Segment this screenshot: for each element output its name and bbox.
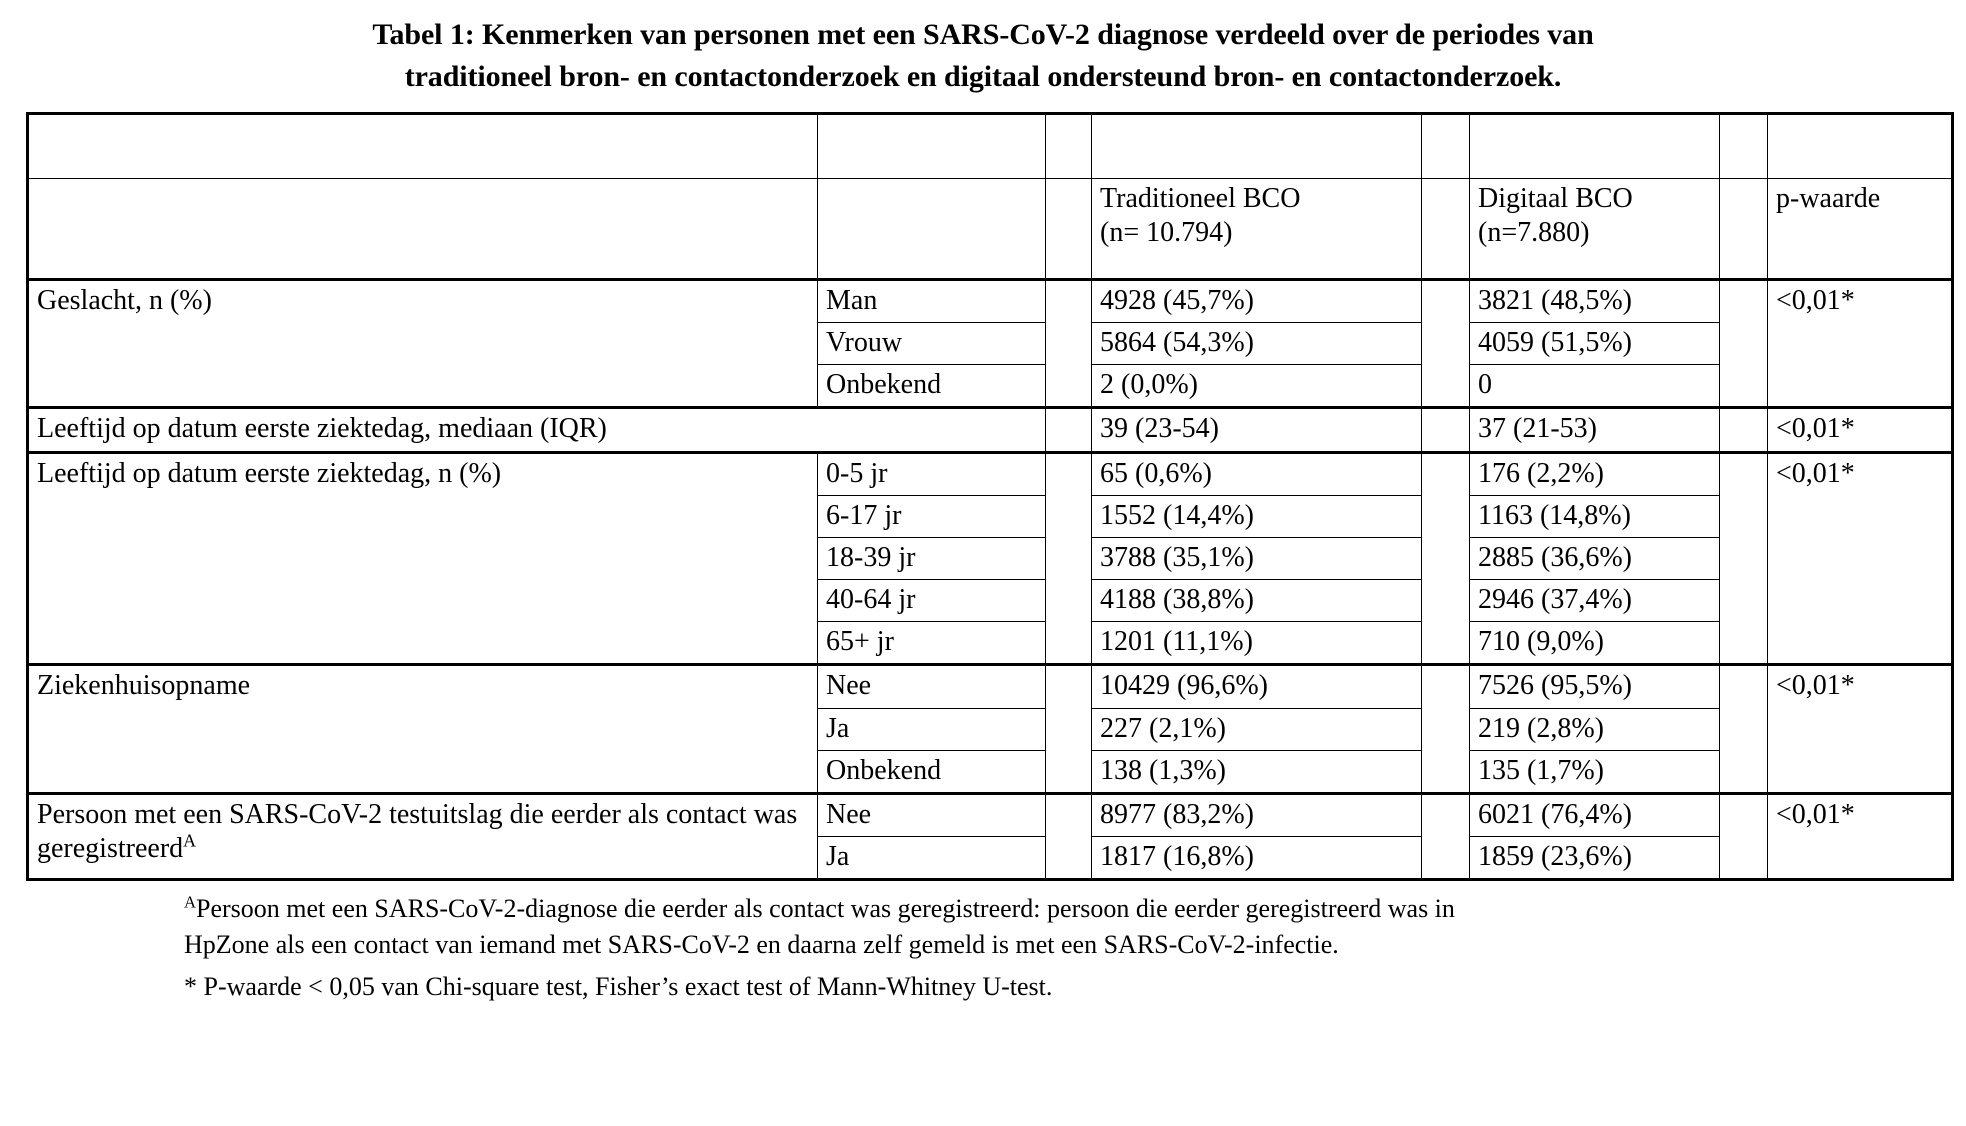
header-gap-b [1422,179,1470,280]
row-digital-nee-ziekenhuis: 7526 (95,5%) [1470,665,1720,708]
row-digital-age-18-39: 2885 (36,6%) [1470,537,1720,579]
row-traditional-age-65plus: 1201 (11,1%) [1092,622,1422,665]
footnote-a-line-2: HpZone als een contact van iemand met SARS-CoV-2 en daarna zelf gemeld is met een SARS-CoV-2-infectie. [184,930,1339,960]
row-traditional-leeftijd-mediaan: 39 (23-54) [1092,408,1422,452]
header-digital-cell [1470,179,1720,280]
row-traditional-onbekend-geslacht: 2 (0,0%) [1092,365,1422,408]
row-gap-c [1720,408,1768,452]
row-gap-c [1720,793,1768,879]
row-gap-b [1422,793,1470,879]
row-gap-a [1046,452,1092,665]
row-gap-a [1046,280,1092,408]
row-digital-leeftijd-mediaan: 37 (21-53) [1470,408,1720,452]
table-row [28,280,1953,323]
row-sub-onbekend-ziekenhuis: Onbekend [818,750,1046,793]
table-row [28,793,1953,836]
spacer-cell-digital [1470,114,1720,179]
table-caption [158,14,1808,98]
row-sub-man: Man [818,280,1046,323]
row-sub-vrouw: Vrouw [818,323,1046,365]
table-row [28,408,1953,452]
row-gap-b [1422,408,1470,452]
header-digital-title: Digitaal BCO [1478,183,1633,214]
row-sub-onbekend-geslacht: Onbekend [818,365,1046,408]
caption-line-2: traditioneel bron- en contactonderzoek en digitaal ondersteund bron- en contactonderzoek. [404,60,1562,93]
header-gap-c [1720,179,1768,280]
row-gap-c [1720,452,1768,665]
footnote-marker-a-inline: A [183,830,197,851]
row-traditional-age-0-5: 65 (0,6%) [1092,452,1422,495]
row-sub-ja-contact: Ja [818,837,1046,880]
spacer-cell-gap-a [1046,114,1092,179]
spacer-cell-sub [818,114,1046,179]
header-digital-n: (n=7.880) [1478,217,1590,249]
row-digital-onbekend-ziekenhuis: 135 (1,7%) [1470,750,1720,793]
row-gap-b [1422,280,1470,408]
row-label-eerder-contact-text: Persoon met een SARS-CoV-2 testuitslag die eerder als contact was geregistreerd [37,798,798,865]
row-pvalue-leeftijd-mediaan: <0,01* [1768,408,1953,452]
row-label-ziekenhuisopname: Ziekenhuisopname [28,665,818,793]
row-sub-age-18-39: 18-39 jr [818,537,1046,579]
table-header-row [28,179,1953,280]
row-sub-age-40-64: 40-64 jr [818,580,1046,622]
row-label-eerder-contact [28,793,818,879]
row-pvalue-geslacht: <0,01* [1768,280,1953,408]
row-gap-c [1720,280,1768,408]
row-label-leeftijd-n: Leeftijd op datum eerste ziektedag, n (%) [28,452,818,665]
row-digital-nee-contact: 6021 (76,4%) [1470,793,1720,836]
row-sub-age-0-5: 0-5 jr [818,452,1046,495]
row-digital-ja-ziekenhuis: 219 (2,8%) [1470,708,1720,750]
row-digital-age-65plus: 710 (9,0%) [1470,622,1720,665]
table-top-spacer-row [28,114,1953,179]
row-traditional-onbekend-ziekenhuis: 138 (1,3%) [1092,750,1422,793]
row-traditional-age-18-39: 3788 (35,1%) [1092,537,1422,579]
row-traditional-man: 4928 (45,7%) [1092,280,1422,323]
row-pvalue-eerder-contact: <0,01* [1768,793,1953,879]
row-gap-a [1046,665,1092,793]
header-gap-a [1046,179,1092,280]
table-footnotes [184,891,1804,1005]
spacer-cell-pvalue [1768,114,1953,179]
spacer-cell-label [28,114,818,179]
row-digital-age-40-64: 2946 (37,4%) [1470,580,1720,622]
row-digital-onbekend-geslacht: 0 [1470,365,1720,408]
row-sub-nee-ziekenhuis: Nee [818,665,1046,708]
row-sub-age-6-17: 6-17 jr [818,495,1046,537]
spacer-cell-gap-c [1720,114,1768,179]
row-gap-b [1422,665,1470,793]
table-row [28,665,1953,708]
row-digital-age-6-17: 1163 (14,8%) [1470,495,1720,537]
row-pvalue-leeftijd-n: <0,01* [1768,452,1953,665]
row-traditional-age-6-17: 1552 (14,4%) [1092,495,1422,537]
header-pvalue-cell: p-waarde [1768,179,1953,280]
header-traditional-n: (n= 10.794) [1100,217,1233,249]
footnote-a [184,891,1804,963]
row-digital-man: 3821 (48,5%) [1470,280,1720,323]
footnote-star: * P-waarde < 0,05 van Chi-square test, Fisher’s exact test of Mann-Whitney U-test. [184,971,1053,1001]
row-gap-b [1422,452,1470,665]
row-digital-age-0-5: 176 (2,2%) [1470,452,1720,495]
spacer-cell-traditional [1092,114,1422,179]
row-traditional-nee-ziekenhuis: 10429 (96,6%) [1092,665,1422,708]
spacer-cell-gap-b [1422,114,1470,179]
row-traditional-vrouw: 5864 (54,3%) [1092,323,1422,365]
row-traditional-ja-contact: 1817 (16,8%) [1092,837,1422,880]
row-label-geslacht: Geslacht, n (%) [28,280,818,408]
header-label-cell [28,179,818,280]
row-sub-ja-ziekenhuis: Ja [818,708,1046,750]
row-digital-vrouw: 4059 (51,5%) [1470,323,1720,365]
row-traditional-nee-contact: 8977 (83,2%) [1092,793,1422,836]
row-gap-a [1046,408,1092,452]
row-gap-a [1046,793,1092,879]
row-pvalue-ziekenhuisopname: <0,01* [1768,665,1953,793]
footnote-a-line-1: Persoon met een SARS-CoV-2-diagnose die eerder als contact was geregistreerd: persoon die eerder geregistreerd was in [196,894,1455,924]
row-digital-ja-contact: 1859 (23,6%) [1470,837,1720,880]
header-subcategory-cell [818,179,1046,280]
header-traditional-title: Traditioneel BCO [1100,183,1301,214]
caption-line-1: Tabel 1: Kenmerken van personen met een SARS-CoV-2 diagnose verdeeld over de periodes van [372,18,1594,51]
characteristics-table [26,112,1954,881]
row-label-leeftijd-mediaan: Leeftijd op datum eerste ziektedag, mediaan (IQR) [28,408,1046,452]
row-gap-c [1720,665,1768,793]
row-sub-nee-contact: Nee [818,793,1046,836]
table-row [28,452,1953,495]
row-traditional-ja-ziekenhuis: 227 (2,1%) [1092,708,1422,750]
row-traditional-age-40-64: 4188 (38,8%) [1092,580,1422,622]
row-sub-age-65plus: 65+ jr [818,622,1046,665]
header-traditional-cell [1092,179,1422,280]
footnote-marker-a: A [184,892,197,912]
